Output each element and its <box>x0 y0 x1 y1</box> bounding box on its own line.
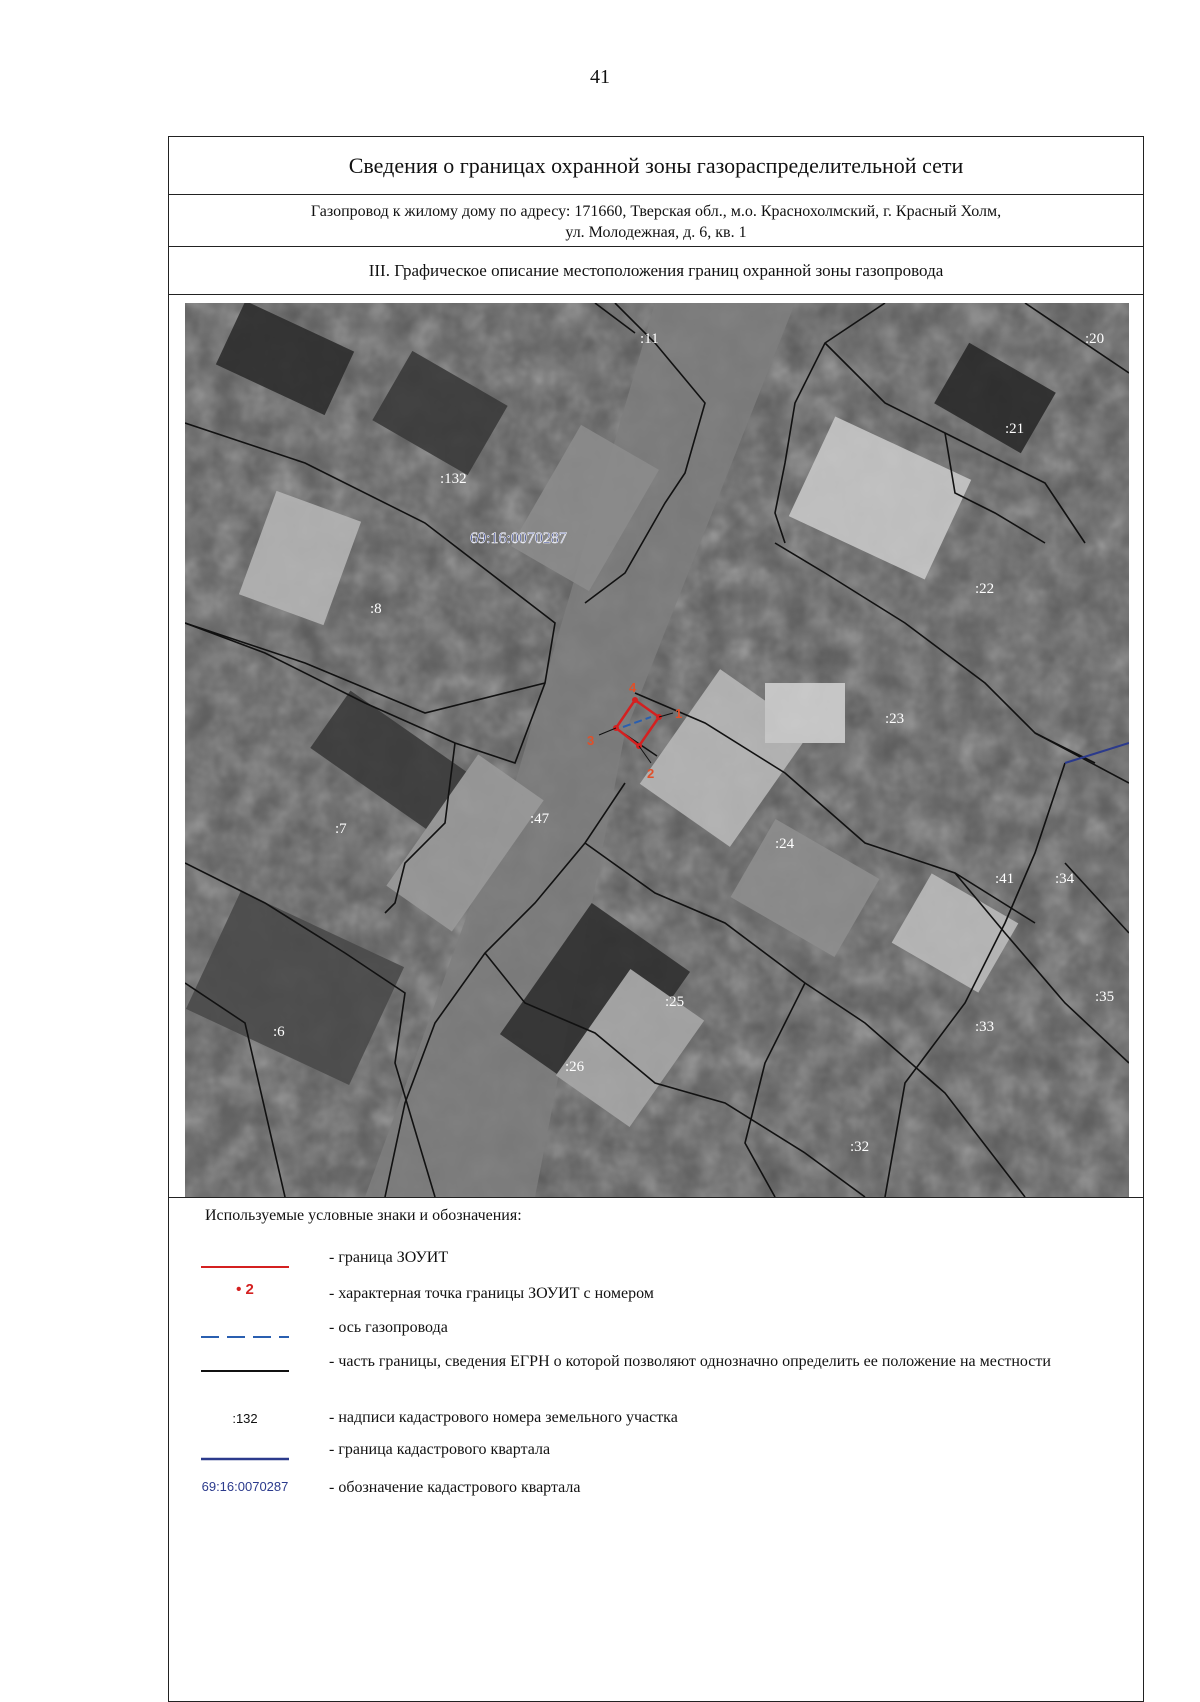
map-canvas <box>185 303 1129 1197</box>
legend-text: - граница ЗОУИТ <box>329 1249 449 1266</box>
page-number: 41 <box>590 66 610 88</box>
point-number: 2 <box>245 1281 254 1298</box>
point-label: 2 <box>647 766 655 781</box>
address-line-1: Газопровод к жилому дому по адресу: 171660, Тверская обл., м.о. Краснохолмский, г. Красный Холм, <box>310 203 1002 220</box>
quarter-boundary-symbol <box>185 1448 305 1466</box>
zone-point <box>632 697 638 703</box>
lot-boundary-symbol <box>185 1360 305 1378</box>
lot-label: :25 <box>665 994 685 1010</box>
point-label: 4 <box>629 680 637 695</box>
address-line-2: ул. Молодежная, д. 6, кв. 1 <box>565 224 747 241</box>
section-title: III. Графическое описание местоположения границ охранной зоны газопровода <box>169 247 1143 295</box>
lot-label: :24 <box>775 836 795 852</box>
lot-label: :11 <box>640 331 659 347</box>
lot-label-symbol: :132 <box>232 1411 258 1426</box>
legend-text: - часть границы, сведения ЕГРН о которой позволяют однозначно определить ее положение на местности <box>329 1353 1051 1370</box>
legend-text: - ось газопровода <box>329 1319 448 1336</box>
quarter-label-symbol: 69:16:0070287 <box>201 1479 289 1494</box>
lot-label: :6 <box>273 1024 285 1040</box>
aerial-map <box>185 303 1129 1197</box>
dot-icon: • <box>236 1281 242 1298</box>
lot-label: :132 <box>440 471 467 487</box>
lot-label: :21 <box>1005 421 1025 437</box>
point-label: 3 <box>587 733 595 748</box>
legend-divider <box>169 1197 1143 1198</box>
zone-point-symbol <box>185 1281 305 1298</box>
lot-label: :7 <box>335 821 347 837</box>
pipeline-axis-symbol <box>185 1326 305 1344</box>
lot-label: :34 <box>1055 871 1075 887</box>
lot-label: :41 <box>995 871 1015 887</box>
legend-title: Используемые условные знаки и обозначения: <box>205 1207 522 1224</box>
lot-label: :33 <box>975 1019 995 1035</box>
document-frame <box>168 136 1144 1702</box>
document-title: Сведения о границах охранной зоны газораспределительной сети <box>169 137 1143 195</box>
legend-text: - граница кадастрового квартала <box>329 1441 551 1458</box>
lot-label: :47 <box>530 811 550 827</box>
legend-text: - обозначение кадастрового квартала <box>329 1479 581 1496</box>
lot-label: :26 <box>565 1059 585 1075</box>
legend-text: - надписи кадастрового номера земельного участка <box>329 1409 678 1426</box>
point-label: 1 <box>675 706 683 721</box>
lot-label: :22 <box>975 581 995 597</box>
address-block <box>169 195 1143 247</box>
lot-label: :23 <box>885 711 905 727</box>
lot-label: :8 <box>370 601 382 617</box>
lot-label: :20 <box>1085 331 1105 347</box>
lot-label: :32 <box>850 1139 870 1155</box>
zone-boundary-symbol <box>185 1256 305 1274</box>
lot-label: :35 <box>1095 989 1115 1005</box>
quarter-label: 69:16:0070287 <box>470 530 567 547</box>
legend-text: - характерная точка границы ЗОУИТ с номером <box>329 1285 654 1302</box>
